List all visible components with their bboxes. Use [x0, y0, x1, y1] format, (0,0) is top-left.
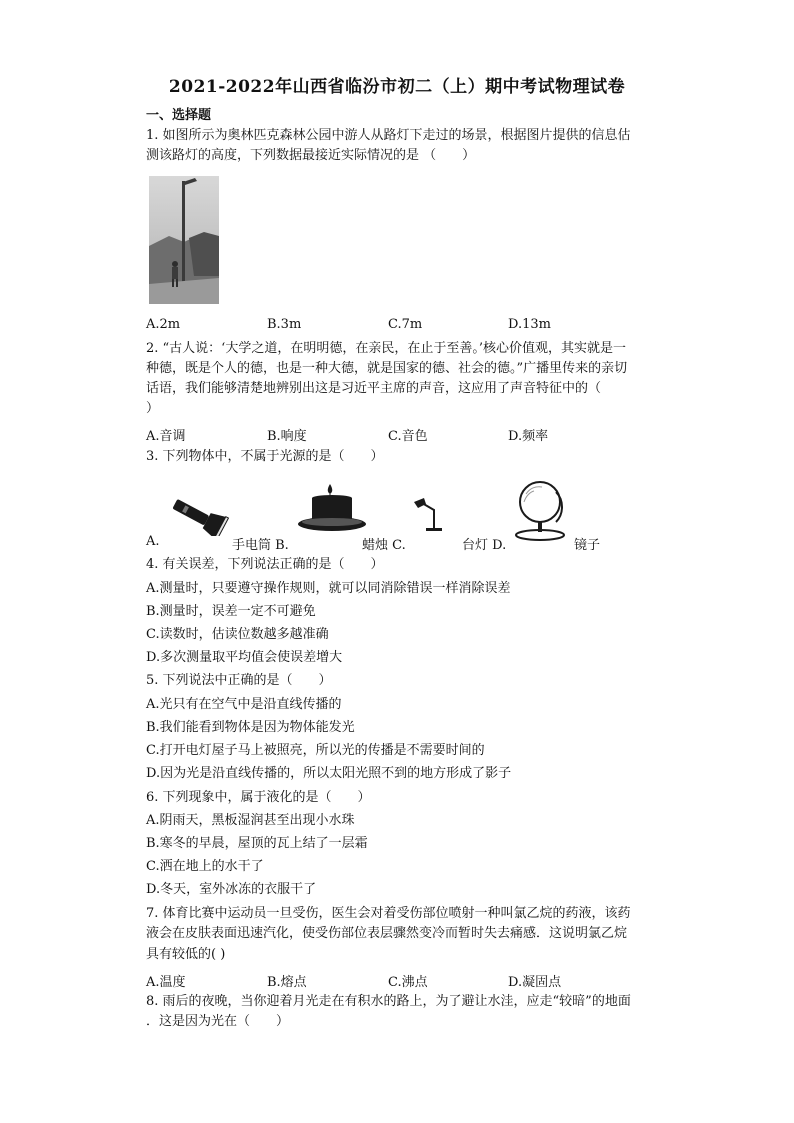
q7-line-2: 液会在皮肤表面迅速汽化，使受伤部位表层骤然变冷而暂时失去痛感．这说明氯乙烷	[146, 926, 628, 941]
q8-line-2: ．这是因为光在（ ）	[146, 1014, 290, 1029]
q6-option-c[interactable]: C.洒在地上的水干了	[146, 859, 264, 874]
q2-option-a[interactable]: A.音调	[146, 429, 186, 444]
q4-option-a[interactable]: A.测量时，只要遵守操作规则，就可以同消除错误一样消除误差	[146, 581, 511, 596]
q6-option-b[interactable]: B.寒冬的早晨，屋顶的瓦上结了一层霜	[146, 836, 368, 851]
q2-option-b[interactable]: B.响度	[267, 429, 307, 444]
q3-label-c[interactable]: 蜡烛 C.	[362, 538, 406, 553]
q2-line-1: 2. “古人说：‘大学之道，在明明德，在亲民，在止于至善。’核心价值观，其实就是一	[146, 341, 626, 356]
q6-line-1: 6. 下列现象中，属于液化的是（ ）	[146, 790, 371, 805]
q6-option-a[interactable]: A.阴雨天，黑板湿润甚至出现小水珠	[146, 813, 355, 828]
q1-option-d[interactable]: D.13m	[508, 317, 551, 332]
q7-line-3: 具有较低的( )	[146, 947, 226, 962]
q5-option-d[interactable]: D.因为光是沿直线传播的，所以太阳光照不到的地方形成了影子	[146, 766, 512, 781]
q2-line-2: 种德，既是个人的德，也是一种大德，就是国家的德、社会的德。”广播里传来的亲切	[146, 361, 628, 376]
q5-line-1: 5. 下列说法中正确的是（ ）	[146, 673, 332, 688]
q3-label-d[interactable]: 台灯 D.	[462, 538, 507, 553]
q7-option-d[interactable]: D.凝固点	[508, 975, 562, 990]
q5-option-a[interactable]: A.光只有在空气中是沿直线传播的	[146, 697, 342, 712]
q7-option-a[interactable]: A.温度	[146, 975, 186, 990]
q1-line-2: 测该路灯的高度，下列数据最接近实际情况的是 （ ）	[146, 148, 476, 163]
q2-options	[146, 425, 646, 443]
q7-line-1: 7. 体育比赛中运动员一旦受伤，医生会对着受伤部位喷射一种叫氯乙烷的药液，该药	[146, 906, 631, 921]
candle-icon	[296, 482, 370, 538]
street-lamp-photo	[149, 176, 219, 304]
q3-label-e: 镜子	[574, 538, 601, 553]
q4-option-c[interactable]: C.读数时，估读位数越多越准确	[146, 627, 329, 642]
flashlight-icon	[168, 496, 230, 536]
q7-options	[146, 971, 646, 989]
q2-option-d[interactable]: D.频率	[508, 429, 549, 444]
q1-option-a[interactable]: A.2m	[146, 317, 181, 332]
q1-options	[146, 317, 646, 335]
q1-line-1: 1. 如图所示为奥林匹克森林公园中游人从路灯下走过的场景，根据图片提供的信息估	[146, 128, 631, 143]
desk-lamp-icon	[404, 496, 446, 538]
section-heading: 一、选择题	[146, 108, 212, 123]
q7-option-c[interactable]: C.沸点	[388, 975, 428, 990]
q3-label-b[interactable]: 手电筒 B.	[232, 538, 289, 553]
q3-label-a[interactable]: A.	[146, 534, 160, 549]
q5-option-b[interactable]: B.我们能看到物体是因为物体能发光	[146, 720, 355, 735]
q5-option-c[interactable]: C.打开电灯屋子马上被照亮，所以光的传播是不需要时间的	[146, 743, 485, 758]
q4-option-b[interactable]: B.测量时，误差一定不可避免	[146, 604, 316, 619]
q6-option-d[interactable]: D.冬天，室外冰冻的衣服干了	[146, 882, 317, 897]
q4-option-d[interactable]: D.多次测量取平均值会使误差增大	[146, 650, 343, 665]
page-title: 2021-2022年山西省临汾市初二（上）期中考试物理试卷	[168, 77, 626, 97]
mirror-icon	[512, 480, 572, 542]
q8-line-1: 8. 雨后的夜晚，当你迎着月光走在有积水的路上，为了避让水洼，应走“较暗”的地面	[146, 994, 631, 1009]
q3-line-1: 3. 下列物体中，不属于光源的是（ ）	[146, 449, 384, 464]
q7-option-b[interactable]: B.熔点	[267, 975, 307, 990]
q2-option-c[interactable]: C.音色	[388, 429, 428, 444]
q4-line-1: 4. 有关误差，下列说法正确的是（ ）	[146, 557, 384, 572]
q3-options	[146, 478, 626, 553]
q1-option-b[interactable]: B.3m	[267, 317, 302, 332]
q2-line-3: 话语，我们能够清楚地辨别出这是习近平主席的声音，这应用了声音特征中的（	[146, 381, 602, 396]
q1-option-c[interactable]: C.7m	[388, 317, 423, 332]
q2-line-4: ）	[146, 401, 160, 416]
